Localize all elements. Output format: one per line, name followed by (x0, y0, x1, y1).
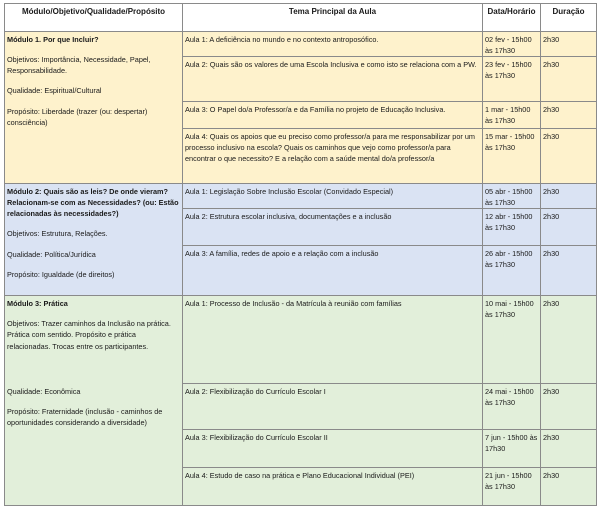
aula-duracao: 2h30 (541, 384, 597, 430)
aula-duracao: 2h30 (541, 32, 597, 57)
aula-data: 26 abr - 15h00 às 17h30 (483, 246, 541, 296)
module-1-cell (5, 32, 183, 184)
aula-duracao: 2h30 (541, 468, 597, 506)
aula-data: 21 jun - 15h00 às 17h30 (483, 468, 541, 506)
header-duracao: Duração (541, 4, 597, 32)
header-row (5, 4, 597, 32)
header-data: Data/Horário (483, 4, 541, 32)
aula-data: 02 fev - 15h00 às 17h30 (483, 32, 541, 57)
aula-duracao: 2h30 (541, 102, 597, 129)
module-qualidade: Qualidade: Econômica (7, 386, 81, 396)
aula-tema: Aula 2: Quais são os valores de uma Escola Inclusiva e como isto se relaciona com a PW. (183, 57, 483, 102)
module-3-cell (5, 296, 183, 506)
header-tema: Tema Principal da Aula (183, 4, 483, 32)
aula-data: 15 mar - 15h00 às 17h30 (483, 129, 541, 184)
aula-data: 23 fev - 15h00 às 17h30 (483, 57, 541, 102)
aula-tema: Aula 3: A família, redes de apoio e a relação com a inclusão (183, 246, 483, 296)
aula-tema: Aula 1: Legislação Sobre Inclusão Escolar (Convidado Especial) (183, 184, 483, 209)
aula-tema: Aula 2: Flexibilização do Currículo Escolar I (183, 384, 483, 430)
module-qualidade: Qualidade: Espiritual/Cultural (7, 86, 102, 96)
module-title: Módulo 2: Quais são as leis? De onde vieram? Relacionam-se com as Necessidades? (ou: Estão relacionadas às necessidades?) (7, 186, 179, 219)
module-proposito: Propósito: Liberdade (trazer (ou: despertar) consciência) (7, 106, 148, 127)
table-row (5, 296, 597, 384)
aula-data: 12 abr - 15h00 às 17h30 (483, 209, 541, 246)
aula-data: 05 abr - 15h00 às 17h30 (483, 184, 541, 209)
aula-data: 1 mar - 15h00 às 17h30 (483, 102, 541, 129)
aula-duracao: 2h30 (541, 209, 597, 246)
module-objetivos: Objetivos: Estrutura, Relações. (7, 229, 108, 239)
module-objetivos: Objetivos: Importância, Necessidade, Papel, Responsabilidade. (7, 54, 151, 76)
aula-data: 24 mai - 15h00 às 17h30 (483, 384, 541, 430)
aula-duracao: 2h30 (541, 184, 597, 209)
aula-duracao: 2h30 (541, 129, 597, 184)
module-objetivos: Objetivos: Trazer caminhos da Inclusão na prática. Prática com sentido. Propósito e prática relacionadas. Trocas entre os participantes. (7, 318, 171, 351)
module-2-cell (5, 184, 183, 296)
aula-duracao: 2h30 (541, 296, 597, 384)
schedule-table (4, 3, 597, 506)
aula-data: 7 jun - 15h00 às 17h30 (483, 430, 541, 468)
module-proposito: Propósito: Fraternidade (inclusão - caminhos de oportunidades considerando a diversidade) (7, 407, 163, 428)
aula-tema: Aula 3: Flexibilização do Currículo Escolar II (183, 430, 483, 468)
module-title: Módulo 3: Prática (7, 298, 68, 308)
aula-duracao: 2h30 (541, 246, 597, 296)
table-row (5, 32, 597, 57)
aula-tema: Aula 1: Processo de Inclusão - da Matrícula à reunião com famílias (183, 296, 483, 384)
aula-duracao: 2h30 (541, 430, 597, 468)
header-modulo: Módulo/Objetivo/Qualidade/Propósito (5, 4, 183, 32)
table-row (5, 184, 597, 209)
aula-tema: Aula 3: O Papel do/a Professor/a e da Família no projeto de Educação Inclusiva. (183, 102, 483, 129)
aula-tema: Aula 4: Estudo de caso na prática e Plano Educacional Individual (PEI) (183, 468, 483, 506)
aula-tema: Aula 2: Estrutura escolar inclusiva, documentações e a inclusão (183, 209, 483, 246)
aula-tema: Aula 4: Quais os apoios que eu preciso como professor/a para me responsabilizar por um processo inclusivo na escola? Quais os caminhos que vejo como professor/a para encontrar o que necessito? E a relação com a saúde mental do/a professor/a (183, 129, 483, 184)
module-title: Módulo 1. Por que Incluir? (7, 34, 99, 44)
aula-tema: Aula 1: A deficiência no mundo e no contexto antroposófico. (183, 32, 483, 57)
module-proposito: Propósito: Igualdade (de direitos) (7, 270, 115, 280)
aula-duracao: 2h30 (541, 57, 597, 102)
module-qualidade: Qualidade: Política/Jurídica (7, 249, 96, 259)
aula-data: 10 mai - 15h00 às 17h30 (483, 296, 541, 384)
